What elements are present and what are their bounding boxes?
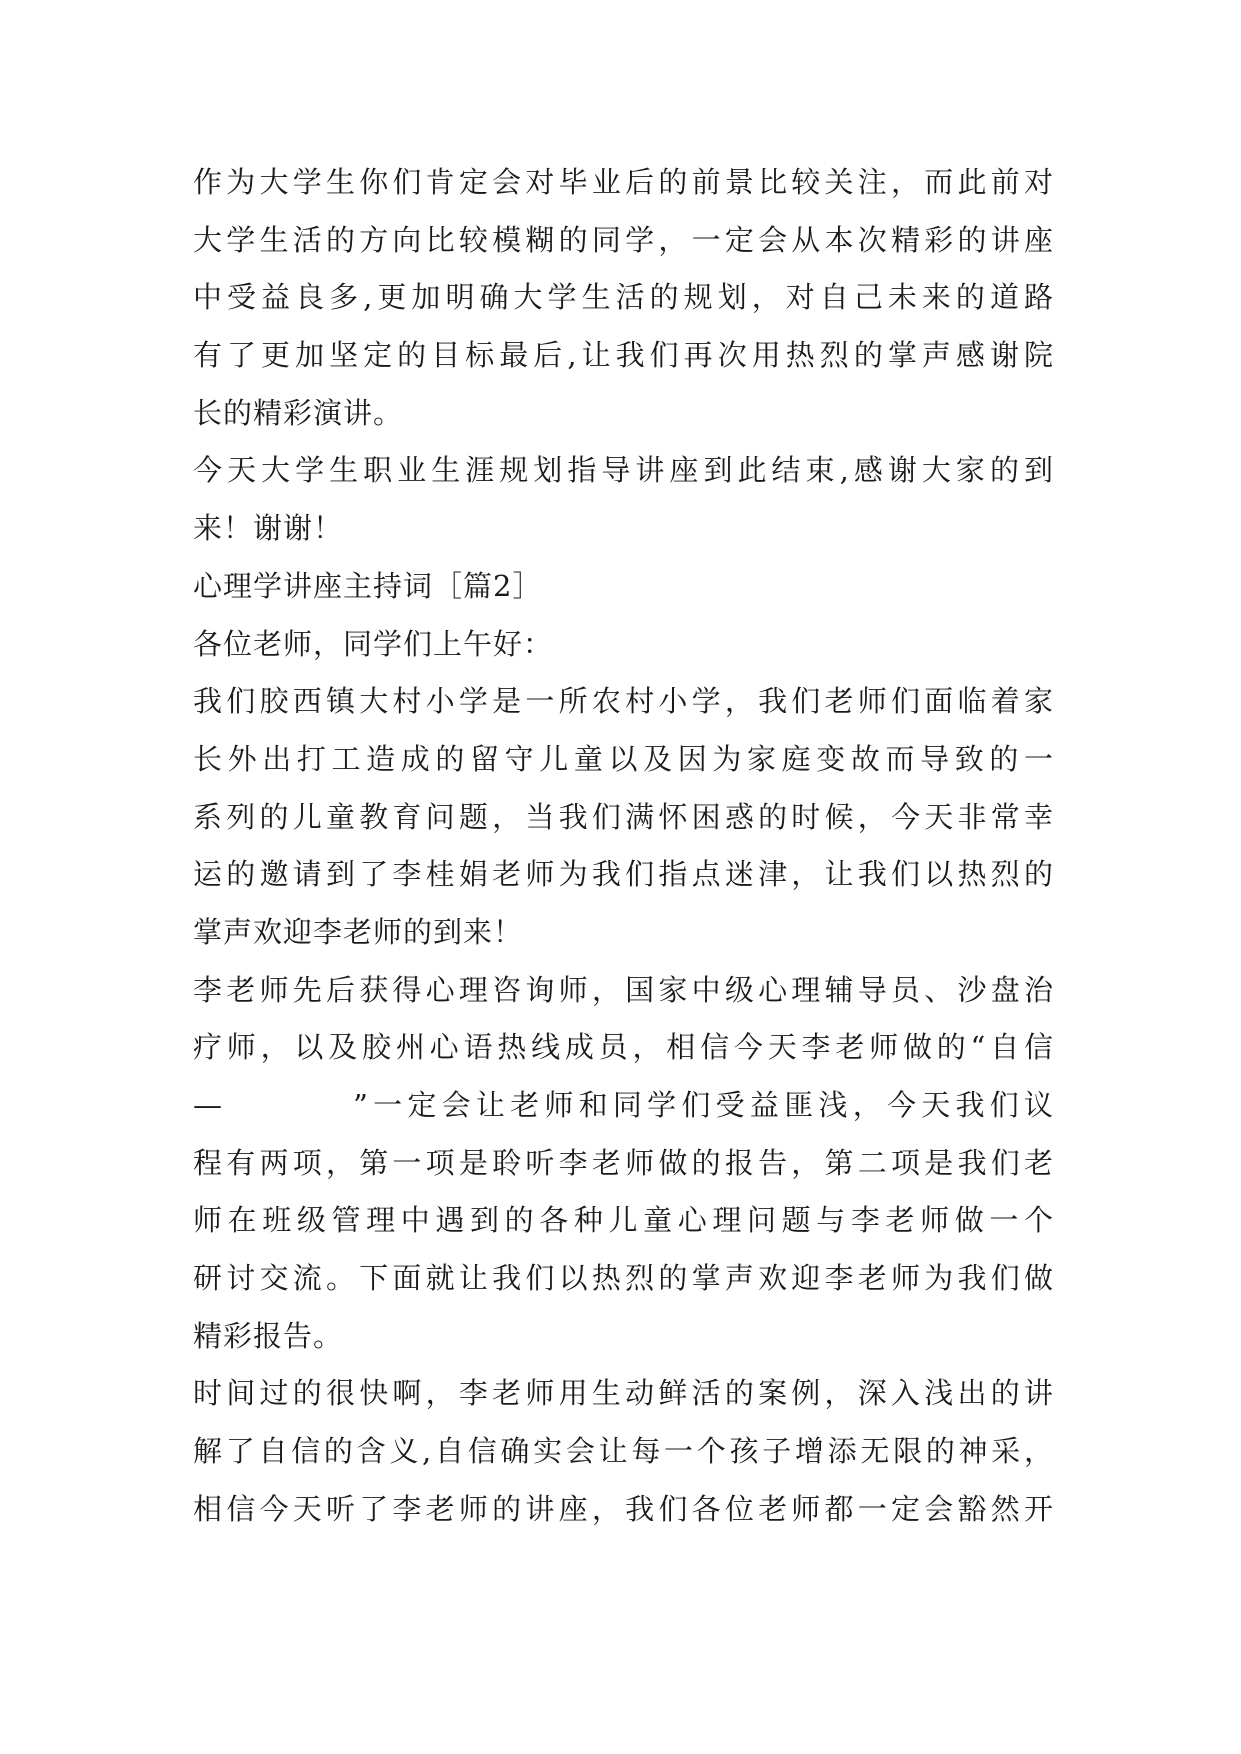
paragraph-line: 时间过的很快啊，李老师用生动鲜活的案例，深入浅出的讲	[193, 1376, 1053, 1411]
paragraph-line-split	[193, 1077, 1053, 1135]
paragraph-line: 疗师，以及胶州心语热线成员，相信今天李老师做的“自信	[193, 1030, 1053, 1065]
paragraph-line: 相信今天听了李老师的讲座，我们各位老师都一定会豁然开	[193, 1491, 1053, 1526]
paragraph-line: 李老师先后获得心理咨询师，国家中级心理辅导员、沙盘治	[193, 972, 1053, 1007]
dash-fragment: —	[193, 1088, 222, 1122]
section-heading: 心理学讲座主持词［篇2］	[193, 568, 543, 603]
paragraph-line: 我们胶西镇大村小学是一所农村小学，我们老师们面临着家	[193, 684, 1053, 719]
paragraph-line: 大学生活的方向比较模糊的同学，一定会从本次精彩的讲座	[193, 222, 1053, 257]
paragraph-line: 今天大学生职业生涯规划指导讲座到此结束,感谢大家的到	[193, 453, 1053, 488]
paragraph-line: 中受益良多,更加明确大学生活的规划，对自己未来的道路	[193, 280, 1053, 315]
paragraph-line: 有了更加坚定的目标最后,让我们再次用热烈的掌声感谢院	[193, 338, 1053, 373]
paragraph-line: 系列的儿童教育问题，当我们满怀困惑的时候，今天非常幸	[193, 799, 1053, 834]
document-body	[193, 154, 1053, 1539]
paragraph-line: 程有两项，第一项是聆听李老师做的报告，第二项是我们老	[193, 1145, 1053, 1180]
greeting-line: 各位老师，同学们上午好：	[193, 626, 554, 661]
paragraph-line: 长外出打工造成的留守儿童以及因为家庭变故而导致的一	[193, 741, 1053, 776]
paragraph-line: 运的邀请到了李桂娟老师为我们指点迷津，让我们以热烈的	[193, 857, 1053, 892]
paragraph-line: 解了自信的含义,自信确实会让每一个孩子增添无限的神采，	[193, 1434, 1053, 1469]
paragraph-line: 长的精彩演讲。	[193, 395, 404, 430]
line-remainder: ”一定会让老师和同学们受益匪浅，今天我们议	[353, 1088, 1053, 1122]
paragraph-line: 研讨交流。下面就让我们以热烈的掌声欢迎李老师为我们做	[193, 1261, 1053, 1296]
paragraph-line: 精彩报告。	[193, 1318, 344, 1353]
paragraph-line: 师在班级管理中遇到的各种儿童心理问题与李老师做一个	[193, 1203, 1053, 1238]
paragraph-line: 掌声欢迎李老师的到来！	[193, 914, 524, 949]
paragraph-line: 作为大学生你们肯定会对毕业后的前景比较关注，而此前对	[193, 165, 1053, 199]
paragraph-line: 来！谢谢！	[193, 511, 344, 546]
